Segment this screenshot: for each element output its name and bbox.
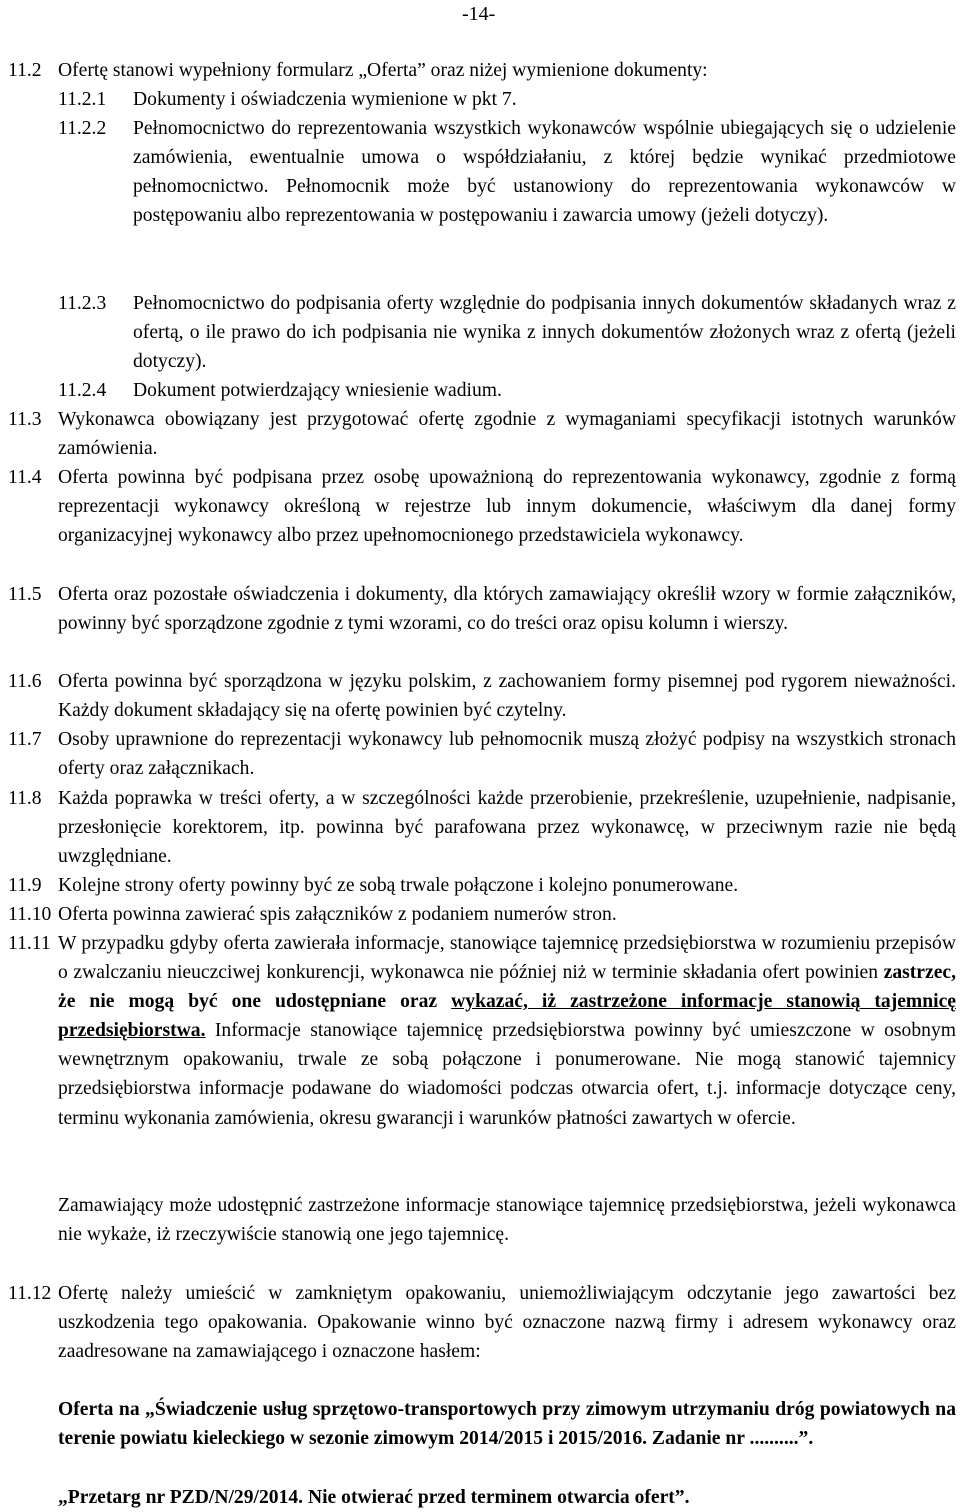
section-11-11-second-paragraph	[58, 1191, 956, 1249]
section-number: 11.8	[8, 788, 42, 809]
section-text: Oferta powinna być podpisana przez osobę upoważnioną do reprezentowania wykonawcy, zgodnie z formą reprezentacji wykonawcy określoną w rejestrze lub innym dokumencie, właściwym dla danej formy organizacyjnej wykonawcy albo przez upełnomocnionego przedstawiciela wykonawcy.	[58, 467, 956, 547]
section-11-4	[8, 463, 956, 550]
section-11-10	[8, 900, 956, 929]
section-number: 11.12	[8, 1283, 52, 1304]
section-number: 11.10	[8, 904, 52, 925]
section-text: Dokumenty i oświadczenia wymienione w pkt 7.	[133, 89, 517, 110]
section-number: 11.11	[8, 933, 51, 954]
section-11-2-2	[58, 114, 956, 230]
section-text: Oferta oraz pozostałe oświadczenia i dokumenty, dla których zamawiający określił wzory w formie załączników, powinny być sporządzone zgodnie z tymi wzorami, co do treści oraz opisu kolumn i wierszy.	[58, 584, 956, 635]
bold-underlined-secret-text: wykazać, iż zastrzeżone informacje stanowią tajemnicę przedsiębiorstwa.	[58, 991, 956, 1042]
offer-title: Oferta na „Świadczenie usług sprzętowo-transportowych przy zimowym utrzymaniu dróg powiatowych na terenie powiatu kieleckiego w sezonie zimowym 2014/2015 i 2015/2016. Zadanie nr ..........”.	[58, 1399, 956, 1450]
section-text: Oferta powinna zawierać spis załączników z podaniem numerów stron.	[58, 904, 617, 925]
section-11-9	[8, 871, 956, 900]
section-11-8	[8, 784, 956, 871]
section-text: Kolejne strony oferty powinny być ze sobą trwale połączone i kolejno ponumerowane.	[58, 875, 739, 896]
section-11-2-3	[58, 289, 956, 376]
section-11-12	[8, 1279, 956, 1366]
bold-reservation-text: zastrzec, że nie mogą być one udostępniane oraz	[58, 962, 956, 1013]
section-text: Każda poprawka w treści oferty, a w szczególności każde przerobienie, przekreślenie, uzupełnienie, nadpisanie, przesłonięcie korektorem, itp. powinna być parafowana przez wykonawcę, w przeciwnym razie nie będą uwzględniane.	[58, 788, 956, 868]
section-number: 11.4	[8, 467, 42, 488]
section-text-continued: Informacje stanowiące tajemnicę przedsiębiorstwa powinny być umieszczone w osobnym wewnętrznym opakowaniu, trwale ze sobą połączone i ponumerowane. Nie mogą stanowić tajemnicy przedsiębiorstwa informacje podawane do wiadomości podczas otwarcia ofert, t.j. informacje dotyczące ceny, terminu wykonania zamówienia, okresu gwarancji i warunków płatności zawartych w ofercie.	[58, 1020, 956, 1129]
tender-label-bold	[58, 1483, 956, 1512]
tender-notice: „Przetarg nr PZD/N/29/2014. Nie otwierać przed terminem otwarcia ofert”.	[58, 1487, 690, 1508]
offer-label-bold	[58, 1395, 956, 1453]
section-number: 11.3	[8, 409, 42, 430]
section-11-11	[8, 929, 956, 1133]
section-11-3	[8, 405, 956, 463]
section-11-2-1	[58, 85, 956, 114]
section-text: Pełnomocnictwo do podpisania oferty względnie do podpisania innych dokumentów składanych wraz z ofertą, o ile prawo do ich podpisania nie wynika z innych dokumentów złożonych wraz z ofertą (jeżeli dotyczy).	[133, 293, 956, 373]
section-number: 11.2.2	[58, 118, 107, 139]
section-text: Dokument potwierdzający wniesienie wadium.	[133, 380, 502, 401]
section-text: Ofertę stanowi wypełniony formularz „Oferta” oraz niżej wymienione dokumenty:	[58, 60, 708, 81]
section-text: Oferta powinna być sporządzona w języku polskim, z zachowaniem formy pisemnej pod rygorem nieważności. Każdy dokument składający się na ofertę powinien być czytelny.	[58, 671, 956, 722]
page-number: -14-	[462, 3, 496, 25]
section-number: 11.5	[8, 584, 42, 605]
section-text: Wykonawca obowiązany jest przygotować ofertę zgodnie z wymaganiami specyfikacji istotnych warunków zamówienia.	[58, 409, 956, 460]
section-11-2	[8, 56, 956, 85]
section-number: 11.9	[8, 875, 42, 896]
section-11-5	[8, 580, 956, 638]
section-text: Ofertę należy umieścić w zamkniętym opakowaniu, uniemożliwiającym odczytanie jego zawartości bez uszkodzenia tego opakowania. Opakowanie winno być oznaczone nazwą firmy i adresem wykonawcy oraz zaadresowane na zamawiającego i oznaczone hasłem:	[58, 1283, 956, 1363]
section-11-2-4	[58, 376, 956, 405]
section-11-7	[8, 725, 956, 783]
section-number: 11.6	[8, 671, 42, 692]
section-number: 11.2	[8, 60, 42, 81]
section-number: 11.2.4	[58, 380, 107, 401]
section-text: Pełnomocnictwo do reprezentowania wszystkich wykonawców wspólnie ubiegających się o udzielenie zamówienia, ewentualnie umowa o współdziałaniu, z której będzie wynikać przedmiotowe pełnomocnictwo. Pełnomocnik może być ustanowiony do reprezentowania wykonawców w postępowaniu albo reprezentowania w postępowaniu i zawarcia umowy (jeżeli dotyczy).	[133, 118, 956, 227]
section-number: 11.7	[8, 729, 42, 750]
section-text: Zamawiający może udostępnić zastrzeżone informacje stanowiące tajemnicę przedsiębiorstwa, jeżeli wykonawca nie wykaże, iż rzeczywiście stanowią one jego tajemnicę.	[58, 1195, 956, 1246]
section-number: 11.2.3	[58, 293, 107, 314]
section-text: W przypadku gdyby oferta zawierała informacje, stanowiące tajemnicę przedsiębiorstwa w rozumieniu przepisów o zwalczaniu nieuczciwej konkurencji, wykonawca nie później niż w terminie składania ofert powinien	[58, 933, 956, 984]
section-text: Osoby uprawnione do reprezentacji wykonawcy lub pełnomocnik muszą złożyć podpisy na wszystkich stronach oferty oraz załącznikach.	[58, 729, 956, 780]
section-11-6	[8, 667, 956, 725]
section-number: 11.2.1	[58, 89, 107, 110]
